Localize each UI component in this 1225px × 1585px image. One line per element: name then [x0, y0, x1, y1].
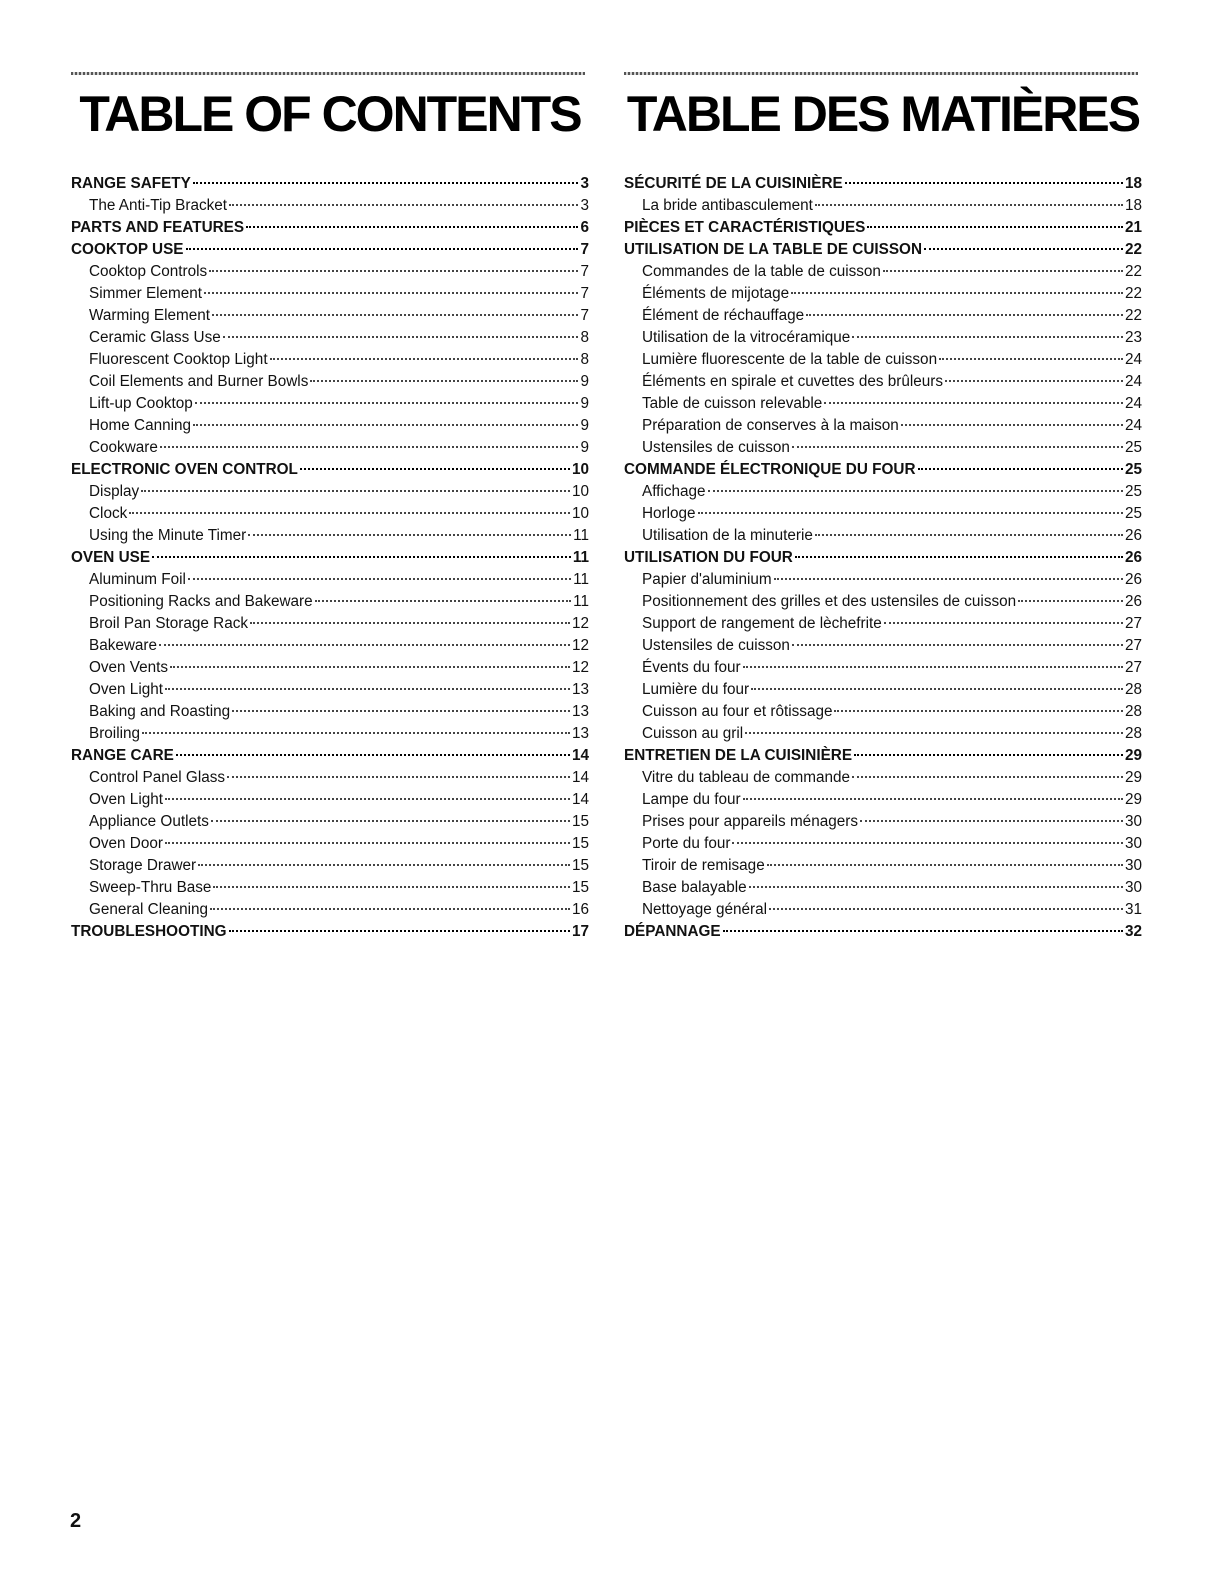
dot-leader	[791, 291, 1123, 294]
toc-entry-page: 25	[1124, 505, 1142, 522]
toc-entry-label: Storage Drawer	[89, 857, 197, 874]
dot-leader	[193, 181, 579, 184]
dot-leader	[854, 753, 1123, 756]
dot-leader	[129, 511, 570, 514]
toc-entry-page: 9	[580, 373, 589, 390]
toc-subsection-entry	[71, 877, 589, 899]
header-rule	[624, 72, 1138, 75]
dot-leader	[1018, 599, 1123, 602]
dot-leader	[142, 731, 570, 734]
dot-leader	[186, 247, 579, 250]
toc-subsection-entry	[71, 767, 589, 789]
toc-entry-page: 10	[571, 461, 589, 478]
toc-entry-page: 27	[1124, 659, 1142, 676]
toc-entry-label: Porte du four	[642, 835, 731, 852]
toc-entry-label: DÉPANNAGE	[624, 923, 721, 940]
page-number: 2	[70, 1510, 82, 1532]
toc-entry-label: UTILISATION DU FOUR	[624, 549, 793, 566]
toc-entry-page: 22	[1124, 285, 1142, 302]
dot-leader	[939, 357, 1123, 360]
toc-subsection-entry	[624, 349, 1142, 371]
toc-subsection-entry	[624, 525, 1142, 547]
dot-leader	[924, 247, 1123, 250]
toc-entry-label: Vitre du tableau de commande	[642, 769, 851, 786]
dot-leader	[188, 577, 571, 580]
toc-section-entry	[71, 745, 589, 767]
dot-leader	[708, 489, 1123, 492]
toc-section-entry	[71, 217, 589, 239]
toc-entry-label: Oven Vents	[89, 659, 169, 676]
french-toc-column	[624, 72, 1142, 943]
toc-subsection-entry	[624, 679, 1142, 701]
toc-entry-label: Simmer Element	[89, 285, 203, 302]
toc-subsection-entry	[624, 767, 1142, 789]
toc-entry-label: Commandes de la table de cuisson	[642, 263, 881, 280]
dot-leader	[310, 379, 578, 382]
toc-entry-page: 27	[1124, 637, 1142, 654]
toc-entry-page: 30	[1124, 857, 1142, 874]
toc-entry-label: Élément de réchauffage	[642, 307, 805, 324]
toc-entry-label: Utilisation de la minuterie	[642, 527, 813, 544]
toc-entry-label: Fluorescent Cooktop Light	[89, 351, 268, 368]
toc-subsection-entry	[71, 811, 589, 833]
dot-leader	[824, 401, 1123, 404]
toc-entry-page: 24	[1124, 373, 1142, 390]
toc-section-entry	[624, 921, 1142, 943]
toc-entry-label: Nettoyage général	[642, 901, 768, 918]
dot-leader	[246, 225, 578, 228]
toc-subsection-entry	[624, 569, 1142, 591]
toc-entry-page: 11	[572, 549, 589, 566]
toc-entry-label: Cuisson au four et rôtissage	[642, 703, 833, 720]
toc-entry-label: Utilisation de la vitrocéramique	[642, 329, 851, 346]
toc-entry-label: Tiroir de remisage	[642, 857, 765, 874]
dot-leader	[141, 489, 570, 492]
toc-entry-page: 26	[1124, 549, 1142, 566]
toc-subsection-entry	[71, 261, 589, 283]
toc-entry-page: 15	[571, 813, 589, 830]
toc-entry-page: 17	[571, 923, 589, 940]
dot-leader	[745, 731, 1123, 734]
toc-entry-page: 29	[1124, 791, 1142, 808]
toc-entry-page: 8	[580, 351, 589, 368]
toc-subsection-entry	[624, 415, 1142, 437]
toc-entry-label: Clock	[89, 505, 128, 522]
dot-leader	[901, 423, 1123, 426]
toc-entry-page: 11	[573, 527, 589, 544]
toc-entry-label: General Cleaning	[89, 901, 209, 918]
toc-entry-page: 15	[571, 857, 589, 874]
toc-entry-page: 29	[1124, 747, 1142, 764]
dot-leader	[213, 885, 570, 888]
toc-entry-label: Positionnement des grilles et des ustensiles de cuisson	[642, 593, 1017, 610]
toc-entry-label: COMMANDE ÉLECTRONIQUE DU FOUR	[624, 461, 916, 478]
toc-entry-page: 28	[1124, 703, 1142, 720]
toc-entry-label: Aluminum Foil	[89, 571, 186, 588]
toc-entry-label: Baking and Roasting	[89, 703, 231, 720]
toc-subsection-entry	[624, 305, 1142, 327]
dot-leader	[751, 687, 1123, 690]
toc-entry-label: Papier d'aluminium	[642, 571, 772, 588]
toc-entry-label: SÉCURITÉ DE LA CUISINIÈRE	[624, 175, 843, 192]
toc-entry-page: 9	[580, 439, 589, 456]
dot-leader	[198, 863, 570, 866]
dot-leader	[795, 555, 1123, 558]
dot-leader	[732, 841, 1123, 844]
toc-section-entry	[624, 459, 1142, 481]
dot-leader	[176, 753, 570, 756]
toc-entry-page: 15	[571, 835, 589, 852]
toc-entry-page: 7	[580, 307, 589, 324]
dot-leader	[767, 863, 1123, 866]
toc-subsection-entry	[71, 481, 589, 503]
toc-entry-label: Display	[89, 483, 140, 500]
toc-entry-page: 12	[571, 659, 589, 676]
toc-subsection-entry	[624, 437, 1142, 459]
dot-leader	[945, 379, 1123, 382]
toc-entry-label: Préparation de conserves à la maison	[642, 417, 899, 434]
toc-entry-page: 3	[580, 175, 589, 192]
toc-entry-page: 29	[1124, 769, 1142, 786]
dot-leader	[232, 709, 570, 712]
toc-entry-page: 24	[1124, 395, 1142, 412]
toc-entry-label: Table de cuisson relevable	[642, 395, 823, 412]
toc-entry-label: OVEN USE	[71, 549, 151, 566]
toc-entry-label: Évents du four	[642, 659, 741, 676]
header-rule	[71, 72, 585, 75]
toc-entry-label: Lumière fluorescente de la table de cuisson	[642, 351, 938, 368]
dot-leader	[852, 335, 1123, 338]
toc-entry-label: Control Panel Glass	[89, 769, 226, 786]
french-heading: TABLE DES MATIÈRES	[626, 86, 1140, 142]
dot-leader	[159, 643, 570, 646]
dot-leader	[170, 665, 570, 668]
toc-subsection-entry	[71, 503, 589, 525]
toc-section-entry	[624, 547, 1142, 569]
english-toc-column	[71, 72, 589, 943]
dot-leader	[834, 709, 1123, 712]
toc-entry-label: Lift-up Cooktop	[89, 395, 193, 412]
dot-leader	[860, 819, 1123, 822]
dot-leader	[792, 445, 1123, 448]
toc-section-entry	[71, 547, 589, 569]
toc-entry-label: La bride antibasculement	[642, 197, 813, 214]
toc-entry-page: 22	[1124, 241, 1142, 258]
toc-subsection-entry	[624, 503, 1142, 525]
dot-leader	[165, 797, 570, 800]
dot-leader	[815, 533, 1123, 536]
toc-entry-label: Appliance Outlets	[89, 813, 209, 830]
toc-entry-label: The Anti-Tip Bracket	[89, 197, 228, 214]
toc-entry-label: Éléments en spirale et cuvettes des brûleurs	[642, 373, 943, 390]
toc-entry-label: Ceramic Glass Use	[89, 329, 221, 346]
toc-entry-page: 18	[1124, 175, 1142, 192]
toc-subsection-entry	[71, 415, 589, 437]
toc-subsection-entry	[71, 679, 589, 701]
dot-leader	[792, 643, 1123, 646]
toc-entry-page: 22	[1124, 307, 1142, 324]
toc-subsection-entry	[71, 283, 589, 305]
toc-entry-label: Coil Elements and Burner Bowls	[89, 373, 309, 390]
toc-entry-label: Support de rangement de lèchefrite	[642, 615, 882, 632]
dot-leader	[210, 907, 570, 910]
toc-entry-label: Broiling	[89, 725, 141, 742]
dot-leader	[270, 357, 579, 360]
toc-entry-page: 18	[1124, 197, 1142, 214]
french-entries	[624, 173, 1142, 943]
toc-subsection-entry	[624, 789, 1142, 811]
dot-leader	[229, 929, 570, 932]
toc-entry-label: UTILISATION DE LA TABLE DE CUISSON	[624, 241, 923, 258]
toc-subsection-entry	[624, 723, 1142, 745]
toc-entry-page: 7	[580, 241, 589, 258]
toc-entry-label: Ustensiles de cuisson	[642, 439, 790, 456]
dot-leader	[749, 885, 1123, 888]
english-heading: TABLE OF CONTENTS	[79, 86, 581, 142]
dot-leader	[165, 687, 570, 690]
dot-leader	[227, 775, 570, 778]
toc-entry-page: 3	[580, 197, 589, 214]
toc-subsection-entry	[624, 195, 1142, 217]
toc-entry-page: 13	[571, 703, 589, 720]
toc-subsection-entry	[71, 833, 589, 855]
toc-subsection-entry	[624, 613, 1142, 635]
toc-entry-page: 11	[573, 571, 589, 588]
toc-entry-label: Positioning Racks and Bakeware	[89, 593, 313, 610]
toc-entry-page: 26	[1124, 571, 1142, 588]
toc-subsection-entry	[624, 855, 1142, 877]
toc-entry-page: 23	[1124, 329, 1142, 346]
toc-entry-page: 25	[1124, 483, 1142, 500]
toc-subsection-entry	[71, 569, 589, 591]
toc-section-entry	[624, 745, 1142, 767]
toc-entry-page: 28	[1124, 681, 1142, 698]
toc-subsection-entry	[71, 349, 589, 371]
dot-leader	[152, 555, 571, 558]
toc-entry-page: 6	[580, 219, 589, 236]
toc-entry-page: 25	[1124, 461, 1142, 478]
toc-subsection-entry	[624, 283, 1142, 305]
toc-entry-label: Broil Pan Storage Rack	[89, 615, 248, 632]
toc-subsection-entry	[71, 327, 589, 349]
toc-entry-label: Oven Light	[89, 791, 163, 808]
dot-leader	[884, 621, 1123, 624]
toc-subsection-entry	[624, 701, 1142, 723]
toc-entry-label: PIÈCES ET CARACTÉRISTIQUES	[624, 219, 866, 236]
toc-subsection-entry	[71, 371, 589, 393]
toc-subsection-entry	[71, 437, 589, 459]
toc-entry-page: 10	[571, 505, 589, 522]
toc-section-entry	[624, 173, 1142, 195]
toc-subsection-entry	[71, 195, 589, 217]
dot-leader	[815, 203, 1123, 206]
toc-section-entry	[71, 921, 589, 943]
toc-subsection-entry	[624, 591, 1142, 613]
toc-entry-page: 30	[1124, 879, 1142, 896]
toc-entry-page: 22	[1124, 263, 1142, 280]
english-entries	[71, 173, 589, 943]
toc-subsection-entry	[71, 657, 589, 679]
toc-subsection-entry	[624, 481, 1142, 503]
toc-entry-page: 14	[571, 747, 589, 764]
toc-entry-label: RANGE SAFETY	[71, 175, 191, 192]
toc-entry-page: 11	[573, 593, 589, 610]
dot-leader	[212, 313, 578, 316]
toc-entry-label: Cookware	[89, 439, 158, 456]
dot-leader	[229, 203, 578, 206]
dot-leader	[160, 445, 579, 448]
toc-entry-page: 26	[1124, 527, 1142, 544]
toc-section-entry	[624, 239, 1142, 261]
dot-leader	[769, 907, 1123, 910]
toc-subsection-entry	[624, 833, 1142, 855]
dot-leader	[867, 225, 1123, 228]
toc-subsection-entry	[71, 393, 589, 415]
toc-entry-page: 8	[580, 329, 589, 346]
dot-leader	[883, 269, 1123, 272]
toc-entry-page: 15	[571, 879, 589, 896]
toc-entry-label: Oven Door	[89, 835, 163, 852]
toc-entry-label: ENTRETIEN DE LA CUISINIÈRE	[624, 747, 853, 764]
toc-entry-label: Oven Light	[89, 681, 163, 698]
toc-entry-label: Home Canning	[89, 417, 192, 434]
toc-entry-page: 27	[1124, 615, 1142, 632]
toc-entry-label: COOKTOP USE	[71, 241, 184, 258]
toc-entry-label: Horloge	[642, 505, 696, 522]
toc-subsection-entry	[71, 899, 589, 921]
dot-leader	[209, 269, 578, 272]
dot-leader	[211, 819, 570, 822]
toc-entry-label: PARTS AND FEATURES	[71, 219, 245, 236]
toc-entry-label: Bakeware	[89, 637, 158, 654]
dot-leader	[698, 511, 1123, 514]
toc-subsection-entry	[624, 371, 1142, 393]
toc-subsection-entry	[624, 657, 1142, 679]
dot-leader	[806, 313, 1123, 316]
toc-entry-page: 24	[1124, 417, 1142, 434]
toc-entry-page: 12	[571, 615, 589, 632]
dot-leader	[248, 533, 571, 536]
toc-subsection-entry	[71, 723, 589, 745]
toc-entry-label: Ustensiles de cuisson	[642, 637, 790, 654]
toc-subsection-entry	[624, 877, 1142, 899]
toc-entry-label: Affichage	[642, 483, 706, 500]
toc-entry-label: Warming Element	[89, 307, 210, 324]
dot-leader	[743, 797, 1123, 800]
dot-leader	[223, 335, 579, 338]
toc-subsection-entry	[624, 899, 1142, 921]
toc-entry-label: Base balayable	[642, 879, 747, 896]
toc-entry-page: 28	[1124, 725, 1142, 742]
toc-entry-page: 13	[571, 681, 589, 698]
toc-subsection-entry	[71, 305, 589, 327]
toc-entry-page: 14	[571, 791, 589, 808]
toc-section-entry	[624, 217, 1142, 239]
toc-subsection-entry	[71, 525, 589, 547]
toc-entry-label: Lumière du four	[642, 681, 750, 698]
toc-entry-page: 25	[1124, 439, 1142, 456]
toc-section-entry	[71, 173, 589, 195]
toc-entry-page: 26	[1124, 593, 1142, 610]
dot-leader	[852, 775, 1123, 778]
dot-leader	[723, 929, 1123, 932]
toc-subsection-entry	[71, 635, 589, 657]
dot-leader	[193, 423, 578, 426]
toc-subsection-entry	[624, 635, 1142, 657]
toc-subsection-entry	[71, 591, 589, 613]
toc-entry-label: Cuisson au gril	[642, 725, 744, 742]
toc-entry-page: 32	[1124, 923, 1142, 940]
toc-entry-page: 7	[580, 285, 589, 302]
toc-entry-page: 7	[580, 263, 589, 280]
toc-subsection-entry	[71, 613, 589, 635]
toc-entry-page: 30	[1124, 835, 1142, 852]
toc-entry-label: Prises pour appareils ménagers	[642, 813, 858, 830]
toc-entry-page: 9	[580, 417, 589, 434]
toc-entry-page: 31	[1124, 901, 1142, 918]
toc-entry-page: 12	[571, 637, 589, 654]
toc-subsection-entry	[71, 701, 589, 723]
dot-leader	[743, 665, 1123, 668]
toc-subsection-entry	[624, 811, 1142, 833]
toc-subsection-entry	[624, 393, 1142, 415]
dot-leader	[845, 181, 1123, 184]
toc-entry-label: Cooktop Controls	[89, 263, 208, 280]
dot-leader	[250, 621, 570, 624]
toc-entry-page: 21	[1124, 219, 1142, 236]
dot-leader	[195, 401, 579, 404]
toc-entry-label: TROUBLESHOOTING	[71, 923, 227, 940]
toc-entry-page: 14	[571, 769, 589, 786]
toc-entry-label: ELECTRONIC OVEN CONTROL	[71, 461, 298, 478]
toc-subsection-entry	[71, 789, 589, 811]
toc-subsection-entry	[624, 327, 1142, 349]
toc-entry-label: Sweep-Thru Base	[89, 879, 212, 896]
dot-leader	[165, 841, 570, 844]
toc-entry-page: 16	[571, 901, 589, 918]
toc-entry-page: 9	[580, 395, 589, 412]
toc-section-entry	[71, 239, 589, 261]
toc-entry-page: 13	[571, 725, 589, 742]
toc-entry-label: Lampe du four	[642, 791, 741, 808]
dot-leader	[315, 599, 571, 602]
toc-entry-page: 10	[571, 483, 589, 500]
toc-subsection-entry	[71, 855, 589, 877]
toc-entry-label: Éléments de mijotage	[642, 285, 790, 302]
toc-entry-page: 30	[1124, 813, 1142, 830]
dot-leader	[918, 467, 1123, 470]
toc-section-entry	[71, 459, 589, 481]
toc-subsection-entry	[624, 261, 1142, 283]
toc-entry-page: 24	[1124, 351, 1142, 368]
dot-leader	[204, 291, 578, 294]
toc-entry-label: RANGE CARE	[71, 747, 174, 764]
toc-entry-label: Using the Minute Timer	[89, 527, 247, 544]
dot-leader	[774, 577, 1123, 580]
dot-leader	[300, 467, 570, 470]
